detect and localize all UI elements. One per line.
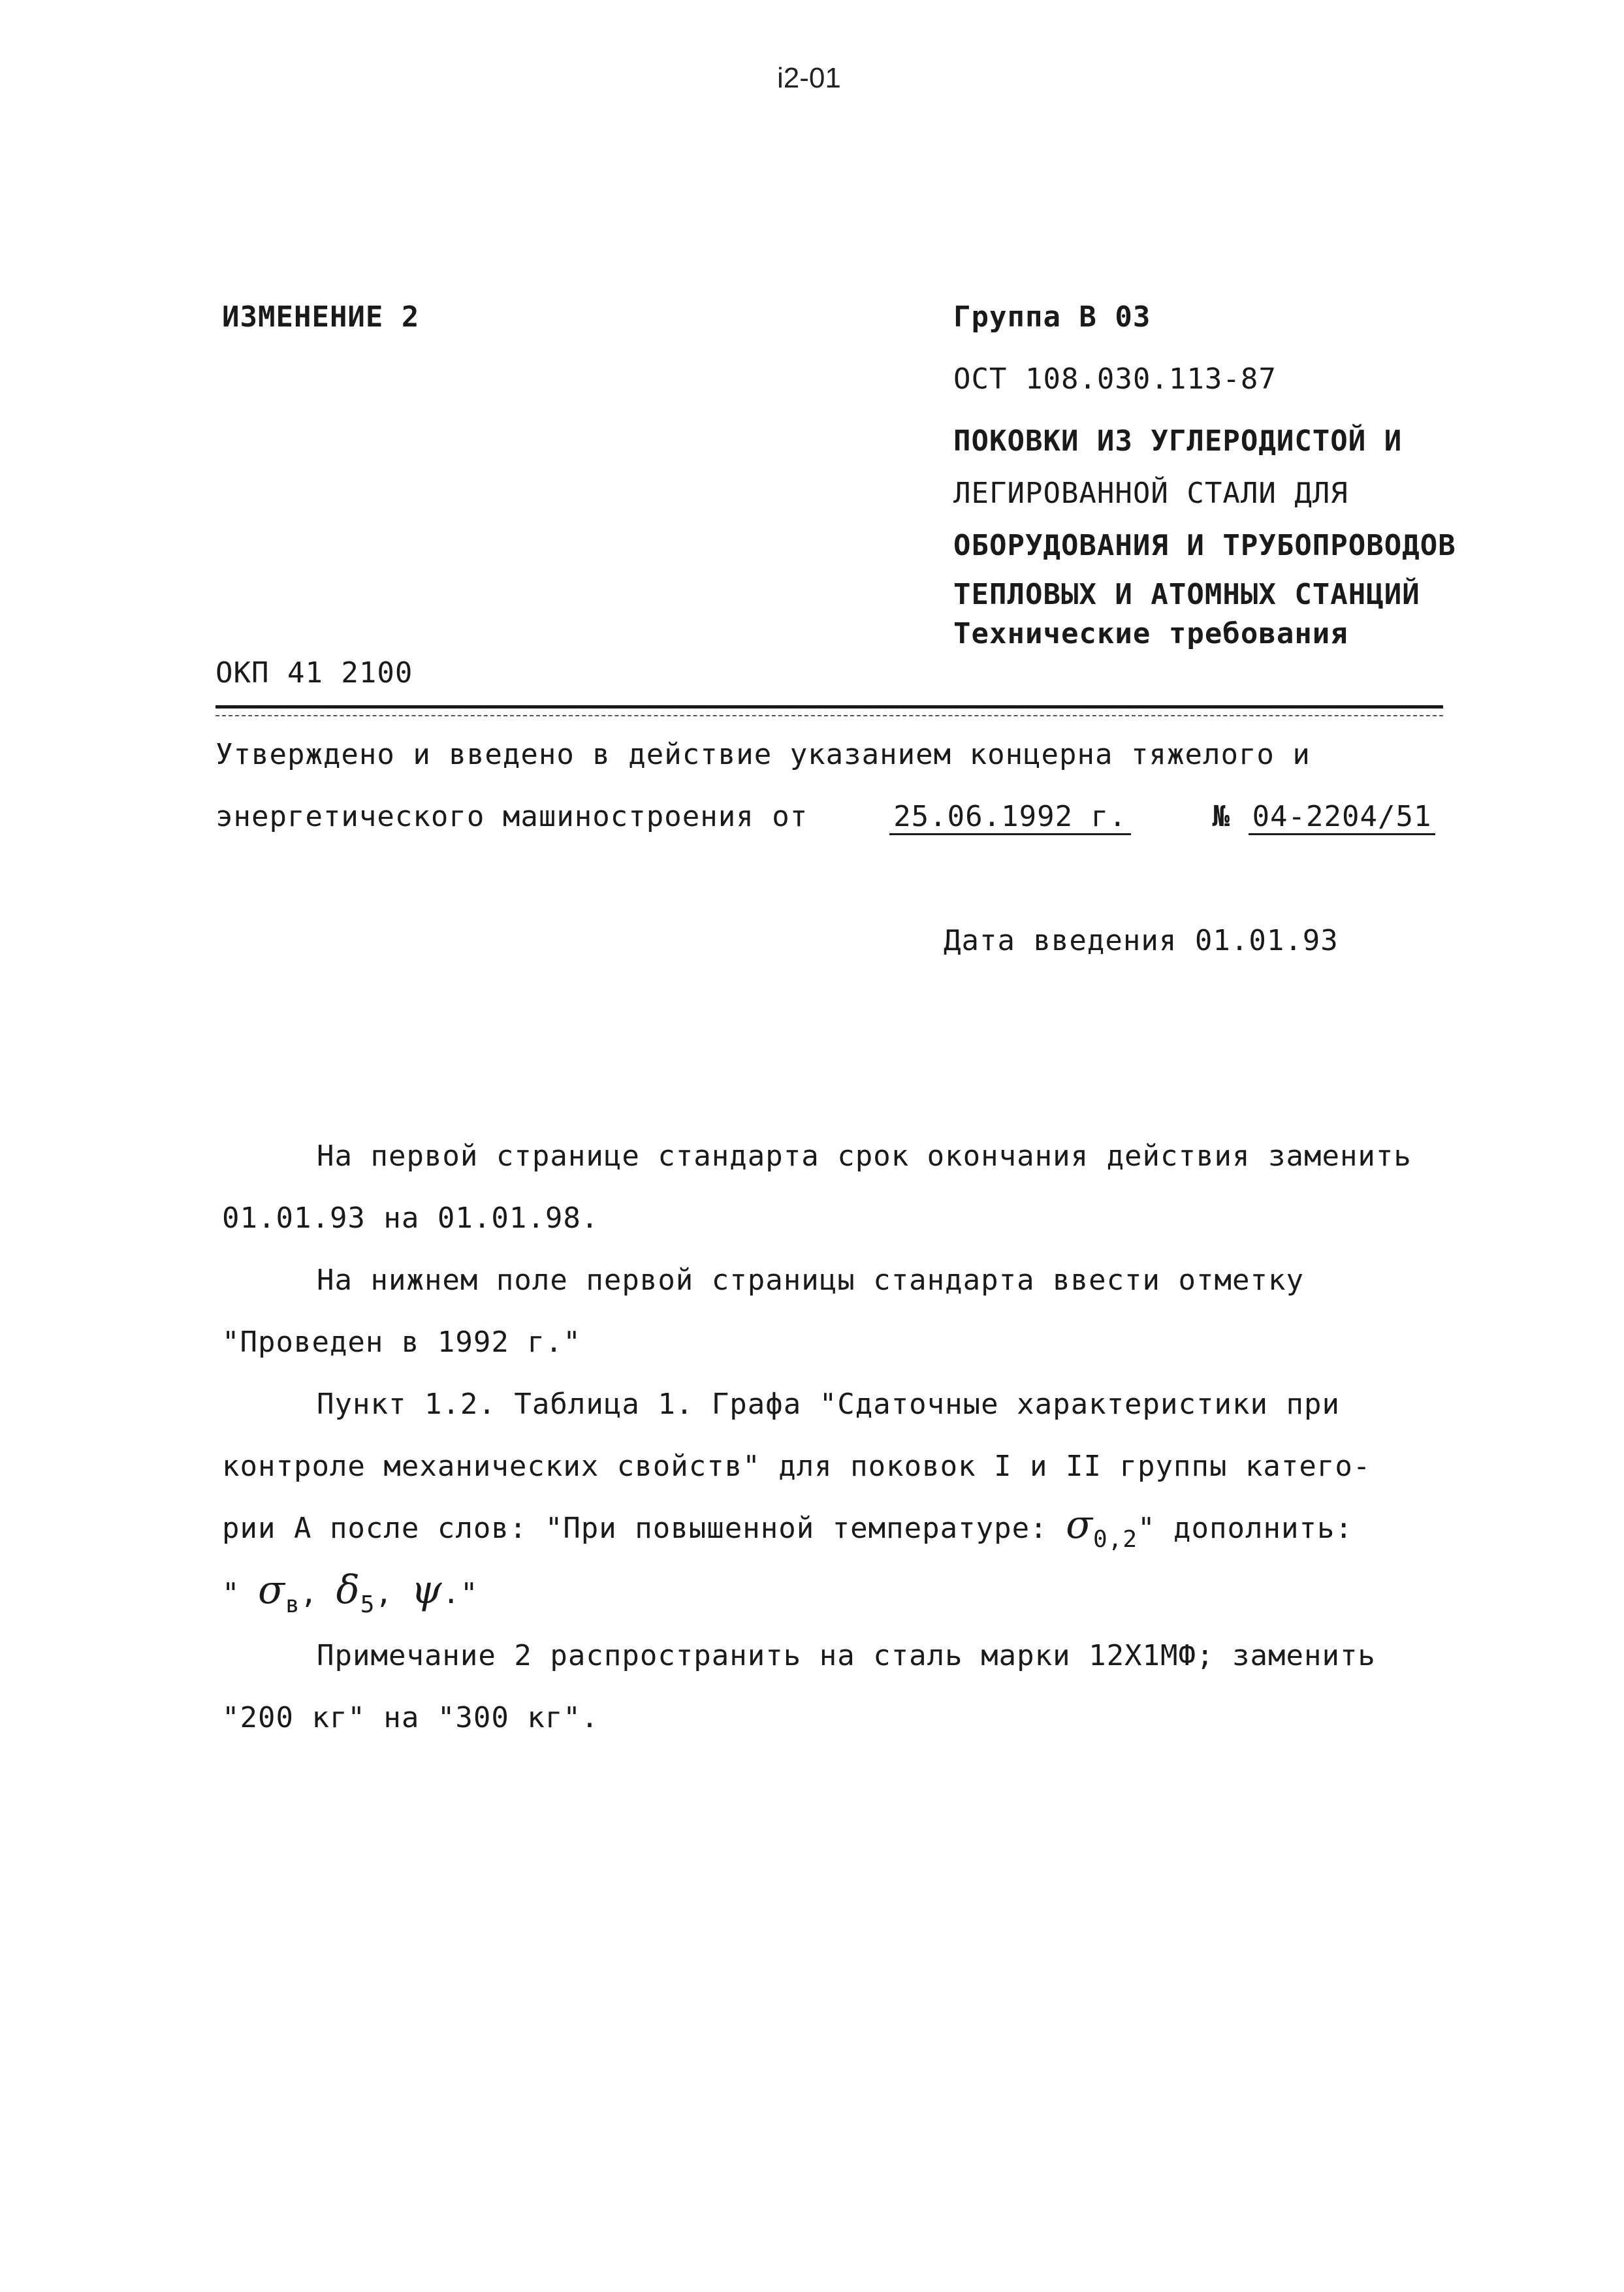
psi-symbol: ψ xyxy=(411,1567,443,1613)
sigma-b-subscript: в xyxy=(285,1591,300,1618)
sigma-b-symbol: σ xyxy=(258,1567,285,1613)
paragraph-3-line-1: Пункт 1.2. Таблица 1. Графа "Сдаточные характеристики при xyxy=(317,1388,1340,1421)
introduction-date: Дата введения 01.01.93 xyxy=(944,924,1339,957)
number-sign: № xyxy=(1212,800,1231,833)
paragraph-1-line-1: На первой странице стандарта срок окончания действия заменить xyxy=(317,1139,1412,1173)
title-line: ОБОРУДОВАНИЯ И ТРУБОПРОВОДОВ xyxy=(953,529,1456,562)
paragraph-1-line-2: 01.01.93 на 01.01.98. xyxy=(222,1202,599,1235)
paragraph-3-line-2: контроле механических свойств" для поковок I и II группы катего- xyxy=(222,1450,1371,1483)
p3-line3-end: " дополнить: xyxy=(1138,1512,1353,1545)
approval-number: 04-2204/51 xyxy=(1249,800,1436,835)
approval-text: энергетического машиностроения от xyxy=(215,800,808,833)
standard-number: ОСТ 108.030.113-87 xyxy=(953,362,1277,396)
title-line: ЛЕГИРОВАННОЙ СТАЛИ ДЛЯ xyxy=(953,477,1348,510)
sigma-subscript: 0,2 xyxy=(1093,1526,1138,1553)
delta-subscript: 5 xyxy=(360,1591,375,1618)
title-line: ТЕПЛОВЫХ И АТОМНЫХ СТАНЦИЙ xyxy=(953,578,1420,611)
title-line: ПОКОВКИ ИЗ УГЛЕРОДИСТОЙ И xyxy=(953,424,1403,458)
header-divider xyxy=(215,705,1443,708)
sigma-symbol: σ xyxy=(1066,1502,1094,1548)
p3-line4-open: " xyxy=(222,1577,240,1610)
title-line: Технические требования xyxy=(953,617,1348,650)
okp-code: ОКП 41 2100 xyxy=(215,656,413,690)
approval-line-2 xyxy=(215,800,1435,833)
paragraph-2-line-2: "Проведен в 1992 г." xyxy=(222,1326,581,1359)
p3-line3-text: рии А после слов: "При повышенной температуре: xyxy=(222,1512,1048,1545)
approval-line-1: Утверждено и введено в действие указанием концерна тяжелого и xyxy=(215,738,1311,771)
paragraph-3-line-4: " $\sigma_в$, $\delta_5$, ψ." xyxy=(222,1567,479,1618)
header-divider-thin xyxy=(215,715,1443,716)
page-code: i2-01 xyxy=(777,62,841,94)
group-code: Группа В 03 xyxy=(953,300,1151,334)
change-title: ИЗМЕНЕНИЕ 2 xyxy=(222,300,420,334)
paragraph-4-line-2: "200 кг" на "300 кг". xyxy=(222,1701,599,1734)
p3-line4-close: ." xyxy=(442,1577,479,1610)
approval-date: 25.06.1992 г. xyxy=(889,800,1130,835)
paragraph-3-line-3 xyxy=(222,1502,1353,1553)
paragraph-4-line-1: Примечание 2 распространить на сталь марки 12Х1МФ; заменить xyxy=(317,1639,1376,1672)
paragraph-2-line-1: На нижнем поле первой страницы стандарта ввести отметку xyxy=(317,1264,1304,1297)
delta-symbol: δ xyxy=(336,1567,360,1613)
